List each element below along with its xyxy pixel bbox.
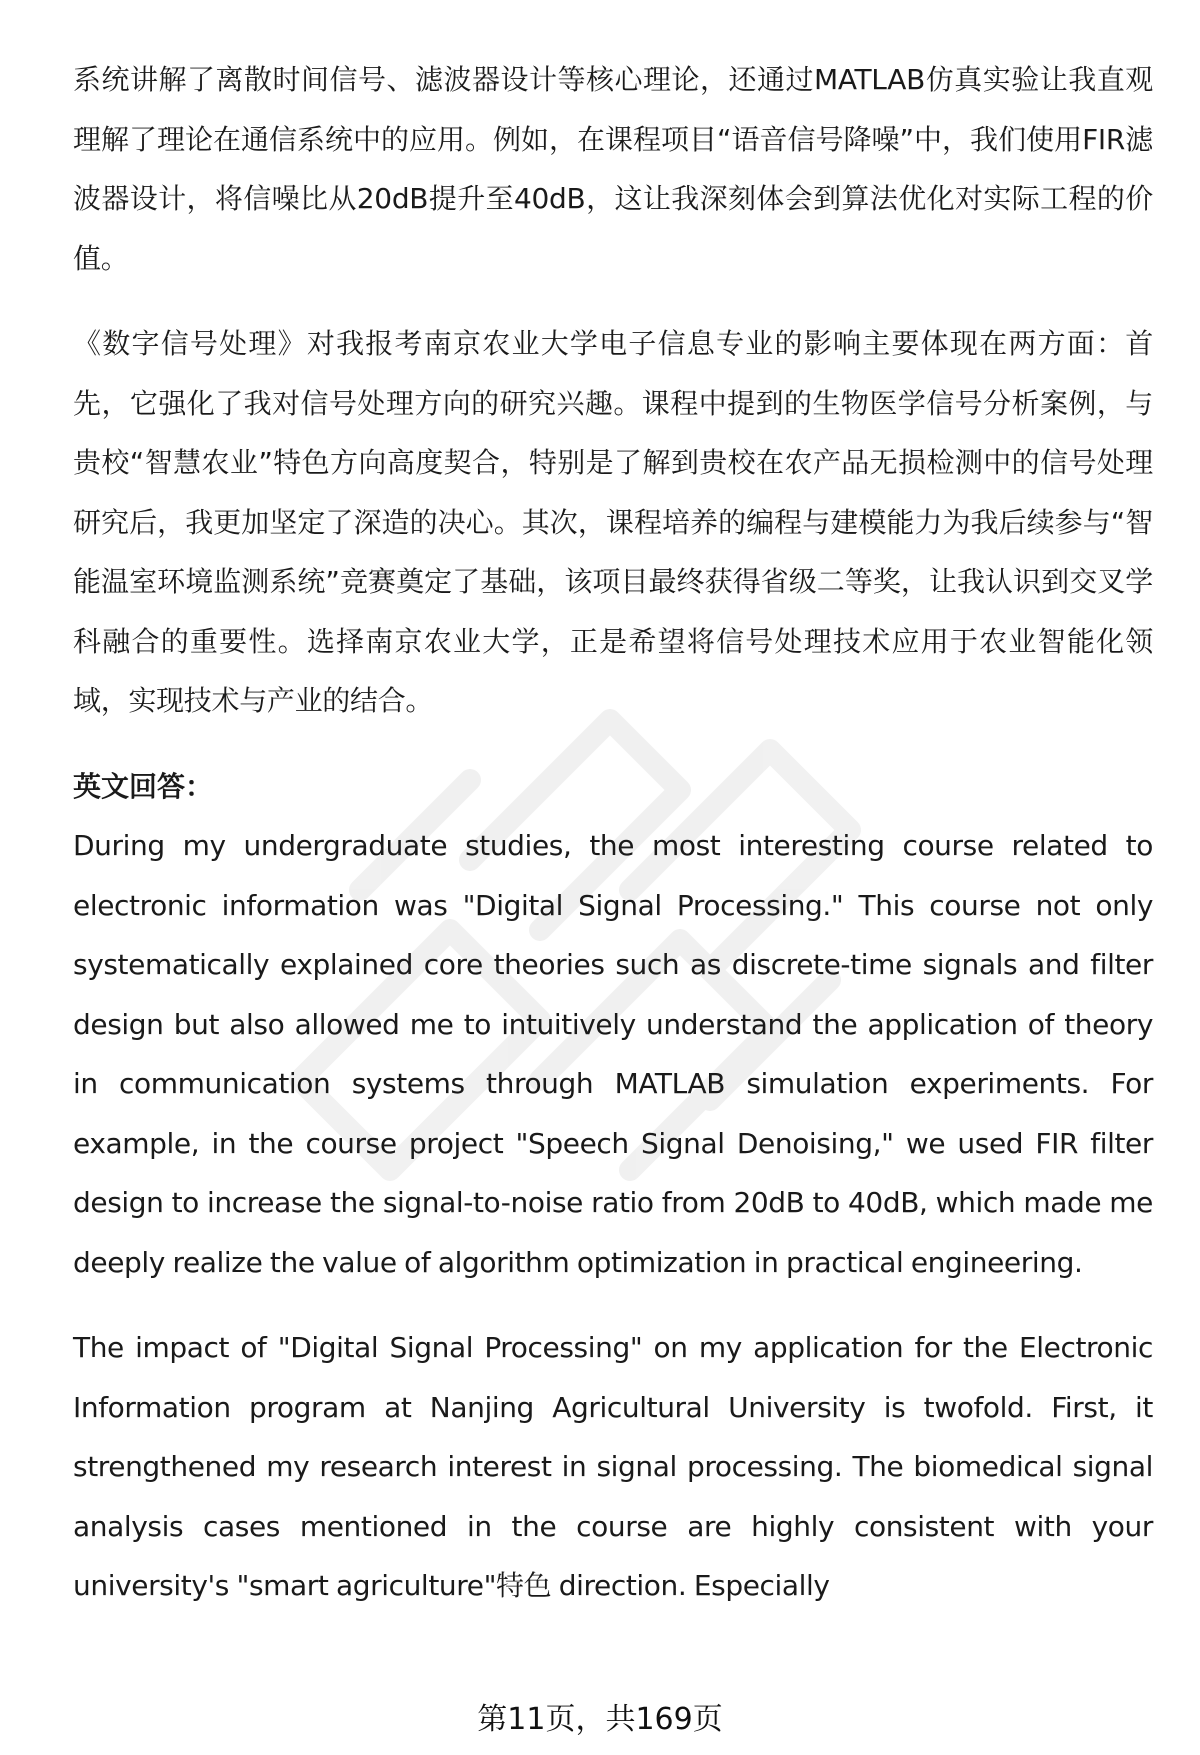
document-page: [73, 50, 1153, 1616]
english-paragraph-1: During my undergraduate studies, the most interesting course related to electronic information was "Digital Signal Processing." This course not only systematically explained core theories such as discrete-time signals and filter design but also allowed me to intuitively understand the application of theory in communication systems through MATLAB simulation experiments. For example, in the course project "Speech Signal Denoising," we used FIR filter design to increase the signal-to-noise ratio from 20dB to 40dB, which made me deeply realize the value of algorithm optimization in practical engineering.: [73, 829, 1153, 1279]
chinese-paragraph-2: 《数字信号处理》对我报考南京农业大学电子信息专业的影响主要体现在两方面：首先，它强化了我对信号处理方向的研究兴趣。课程中提到的生物医学信号分析案例，与贵校“智慧农业”特色方向高度契合，特别是了解到贵校在农产品无损检测中的信号处理研究后，我更加坚定了深造的决心。其次，课程培养的编程与建模能力为我后续参与“智能温室环境监测系统”竞赛奠定了基础，该项目最终获得省级二等奖，让我认识到交叉学科融合的重要性。选择南京农业大学，正是希望将信号处理技术应用于农业智能化领域，实现技术与产业的结合。: [73, 327, 1153, 717]
chinese-paragraph-1: 系统讲解了离散时间信号、滤波器设计等核心理论，还通过MATLAB仿真实验让我直观理解了理论在通信系统中的应用。例如，在课程项目“语音信号降噪”中，我们使用FIR滤波器设计，将信噪比从20dB提升至40dB，这让我深刻体会到算法优化对实际工程的价值。: [73, 63, 1153, 275]
english-answer-heading: 英文回答：: [73, 769, 214, 803]
page-number-footer: 第11页，共169页: [477, 1702, 723, 1737]
english-paragraph-2: The impact of "Digital Signal Processing" on my application for the Electronic Information program at Nanjing Agricultural University is twofold. First, it strengthened my research interest in signal processing. The biomedical signal analysis cases mentioned in the course are highly consistent with your university's "smart agriculture"特色 direction. Especially: [73, 1331, 1153, 1602]
